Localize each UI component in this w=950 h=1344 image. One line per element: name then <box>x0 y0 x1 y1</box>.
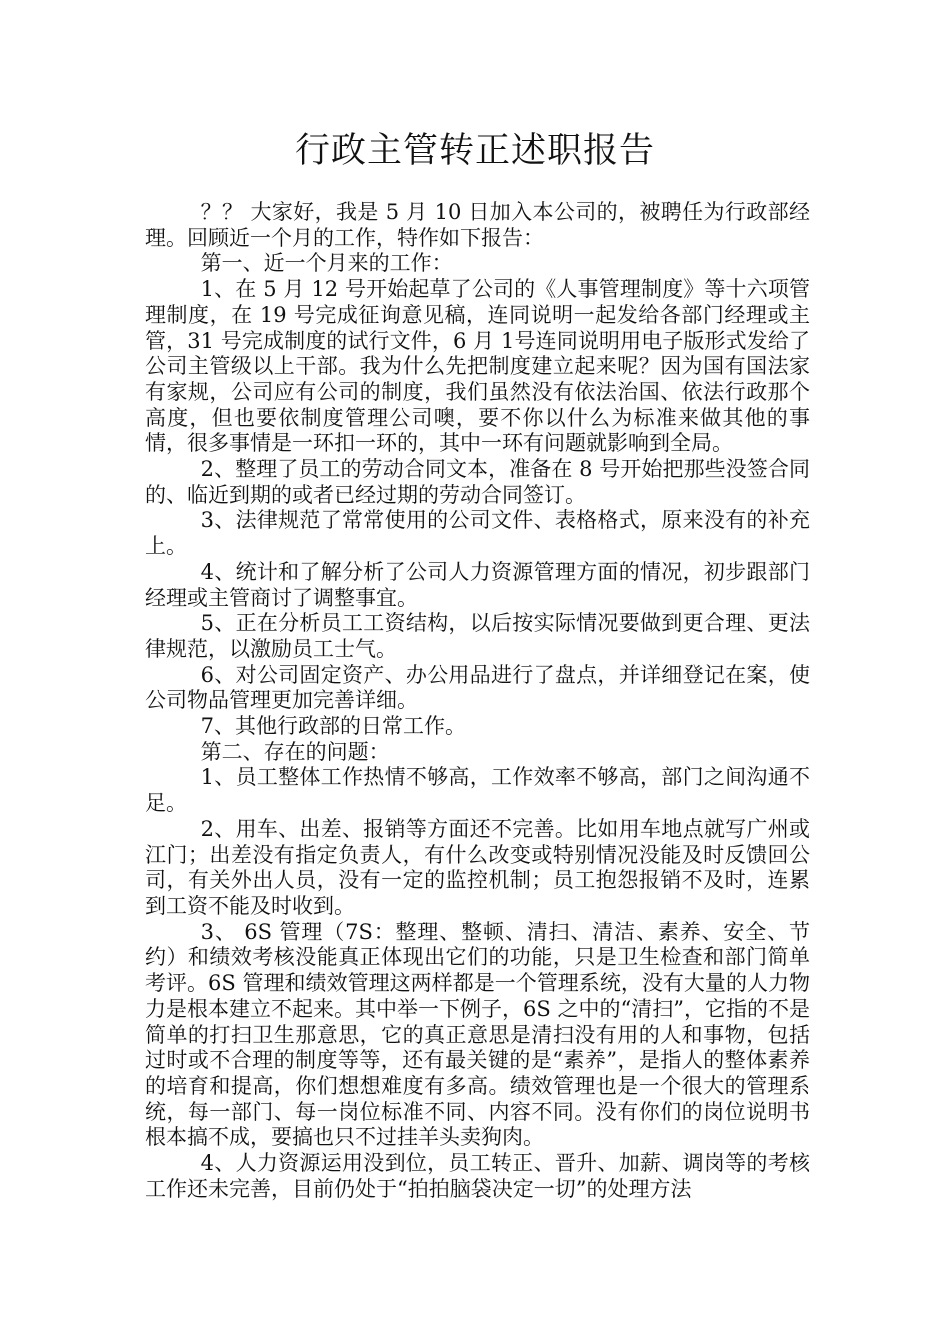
paragraph-work-item-6: 6、对公司固定资产、办公用品进行了盘点，并详细登记在案，使公司物品管理更加完善详细。 <box>145 662 810 713</box>
paragraph-work-item-7: 7、其他行政部的日常工作。 <box>200 714 467 739</box>
section-heading-work: 第一、近一个月来的工作： <box>200 251 453 276</box>
paragraph-work-item-1: 1、在 5 月 12 号开始起草了公司的《人事管理制度》等十六项管理制度，在 19 号完成征询意见稿，连同说明一起发给各部门经理或主管，31 号完成制度的试行文件，6 月 1号连同说明用电子版形式发给了公司主管级以上干部。我为什么先把制度建立起来呢？因为国有国法家有家规，公司应有公司的制度，我们虽然没有依法治国、依法行政那个高度，但也要依制度管理公司噢，要不你以什么为标准来做其他的事情，很多事情是一环扣一环的，其中一环有问题就影响到全局。 <box>145 277 810 456</box>
paragraph-work-item-3: 3、法律规范了常常使用的公司文件、表格格式，原来没有的补充上。 <box>145 508 810 559</box>
paragraph-work-item-2: 2、整理了员工的劳动合同文本，准备在 8 号开始把那些没签合同的、临近到期的或者已经过期的劳动合同签订。 <box>145 457 810 507</box>
paragraph-problem-item-1: 1、员工整体工作热情不够高，工作效率不够高，部门之间沟通不足。 <box>145 765 810 816</box>
paragraph-greeting: ？？ 大家好，我是 5 月 10 日加入本公司的，被聘任为行政部经理。回顾近一个月的工作，特作如下报告： <box>145 200 810 250</box>
document-body <box>145 200 810 1202</box>
paragraph-problem-item-3: 3、 6S 管理（7S：整理、整顿、清扫、清洁、素养、安全、节约）和绩效考核没能真正体现出它们的功能，只是卫生检查和部门简单考评。6S 管理和绩效管理这两样都是一个管理系统，没有大量的人力物力是根本建立不起来。其中举一下例子，6S 之中的“清扫”，它指的不是简单的打扫卫生那意思，它的真正意思是清扫没有用的人和事物，包括过时或不合理的制度等等，还有最关键的是“素养”，是指人的整体素养的培育和提高，你们想想难度有多高。绩效管理也是一个很大的管理系统，每一部门、每一岗位标准不同、内容不同。没有你们的岗位说明书根本搞不成，要搞也只不过挂羊头卖狗肉。 <box>145 919 810 1150</box>
paragraph-work-item-4: 4、统计和了解分析了公司人力资源管理方面的情况，初步跟部门经理或主管商讨了调整事宜。 <box>145 559 810 610</box>
paragraph-problem-item-4: 4、人力资源运用没到位，员工转正、晋升、加薪、调岗等的考核工作还未完善，目前仍处于“拍拍脑袋决定一切”的处理方法 <box>145 1151 810 1201</box>
document-title: 行政主管转正述职报告 <box>294 131 655 171</box>
section-heading-problems: 第二、存在的问题： <box>200 739 390 764</box>
paragraph-problem-item-2: 2、用车、出差、报销等方面还不完善。比如用车地点就写广州或江门；出差没有指定负责人，有什么改变或特别情况没能及时反馈回公司，有关外出人员，没有一定的监控机制；员工抱怨报销不及时，连累到工资不能及时收到。 <box>145 816 810 918</box>
paragraph-work-item-5: 5、正在分析员工工资结构，以后按实际情况要做到更合理、更法律规范，以激励员工士气。 <box>145 611 810 661</box>
